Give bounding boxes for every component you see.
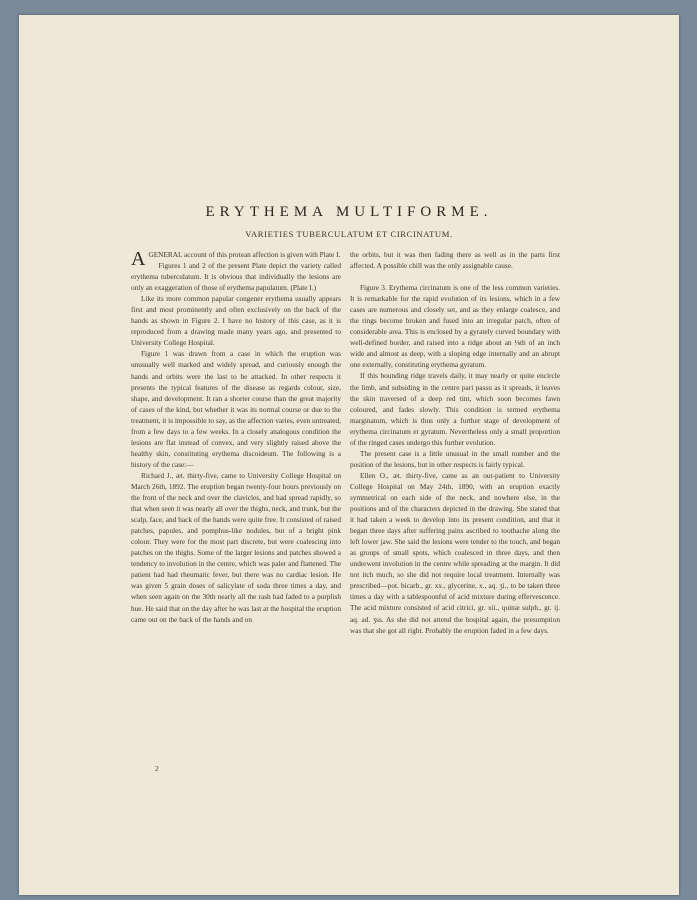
paragraph: the orbits, but it was then fading there as well as in the parts first affected. A possible chill was the only assignable cause.: [350, 250, 560, 271]
page-title: ERYTHEMA MULTIFORME.: [205, 204, 493, 220]
paragraph: Figure 3. Erythema circinatum is one of the less common varieties. It is remarkable for the rapid evolution of its lesions, which in a few cases are numerous and closely set, and as they enlarge coalesce, and the rings become broken and fused into an irregular patch, often of considerable area. This is enclosed by a gyrately curved boundary with well-defined border, and raised into a ridge about an ⅛th of an inch wide and almost as deep, with a sloping edge internally and an abrupt one externally, constituting erythema gyratum.: [350, 283, 560, 370]
paragraph: Ellen O., æt. thirty-five, came as an out-patient to University College Hospital on May 24th, 1890, with an eruption exactly symmetrical on each side of the neck, and nowhere else, in the positions and of the characters depicted in the drawing. She stated that it had taken a week to develop into its present condition, and that it began three days after suffering pains ascribed to toothache along the left lower jaw. She said the lesions were tender to the touch, and began as groups of small spots, which coalesced in three days, and then underwent involution in the centre while spreading at the margin. It did not itch much, so she did not require local treatment. Internally was prescribed—pot. bicarb., gr. xx., glycerine, x., aq. ʒi., to be taken three times a day with a tablespoonful of acid mixture during effervescence. The acid mixture consisted of acid citrici, gr. xii., quinæ sulph., gr. ij. aq. ad. ʒss. As she did not attend the hospital again, the presumption was that she got all right. Probably the eruption faded in a few days.: [350, 470, 560, 635]
paragraph: If this bounding ridge travels daily, it may nearly or quite encircle the limb, and subsiding in the centre pari passu as it spreads, it leaves the skin traversed of a deep red tint, which soon becomes fawn coloured, and fades slowly. This condition is termed erythema marginatum, which is thus only a further stage of development of erythema circinatum et gyratum. Nevertheless only a small proportion of the ringed cases undergo this further evolution.: [350, 371, 560, 447]
paragraph: AGENERAL account of this protean affection is given with Plate I.: [131, 248, 341, 270]
paragraph: Figures 1 and 2 of the present Plate depict the variety called erythema tuberculatum. It is obvious that individually the lesions are only an exaggeration of those of erythema papulatum. (Plate I.): [131, 261, 341, 293]
paragraph: Figure 1 was drawn from a case in which the eruption was unusually well marked and widely spread, and curiously enough the hands and orbits were the last to be attacked. In other respects it presents the typical features of the disease as regards colour, size, shape, and development. It ran a shorter course than the great majority of cases of the kind, but whether it was its normal course or due to the treatment, it is impossible to say, as the affection varies, even untreated, from a few days to a few weeks. In a closely analogous condition the lesions are flat instead of convex, and very slightly raised above the healthy skin, constituting erythema discoideum. The following is a history of the case:—: [131, 349, 341, 469]
paragraph: Like its more common papular congener erythema usually appears first and most prominently and often exclusively on the back of the hands as shown in Figure 2. I have no history of this case, as it is reproduced from a drawing made many years ago, and presented to University College Hospital.: [131, 294, 341, 348]
left-column: [131, 249, 341, 625]
right-column: [350, 249, 560, 636]
page-subtitle: VARIETIES TUBERCULATUM ET CIRCINATUM.: [245, 229, 453, 239]
document-page: [19, 15, 679, 895]
drop-cap: A: [131, 248, 146, 270]
page-number: 2: [155, 764, 159, 773]
paragraph: The present case is a little unusual in the small number and the position of the lesions, but in other respects is fairly typical.: [350, 448, 560, 469]
paragraph: Richard J., æt. thirty-five, came to University College Hospital on March 26th, 1892. The eruption began twenty-four hours previously on the front of the neck and over the clavicles, and had spread rapidly, so that when seen it was nearly all over the thighs, neck, and trunk, but the scalp, face, and back of the hands were quite free. It consisted of raised patches, papules, and pomphus-like nodules, but of a bright pink colour. They were for the most part discrete, but were coalescing into patches on the thighs. Some of the larger lesions and patches showed a tendency to involution in the centre, which was paler and flattened. The patient had had rheumatic fever, but there was no cardiac lesion. He was given 5 grain doses of salicylate of soda three times a day, and when seen again on the 30th nearly all the rash had faded to a purplish hue. He said that on the day after he was last at the hospital the eruption came out on the back of the hands and on: [131, 470, 341, 624]
